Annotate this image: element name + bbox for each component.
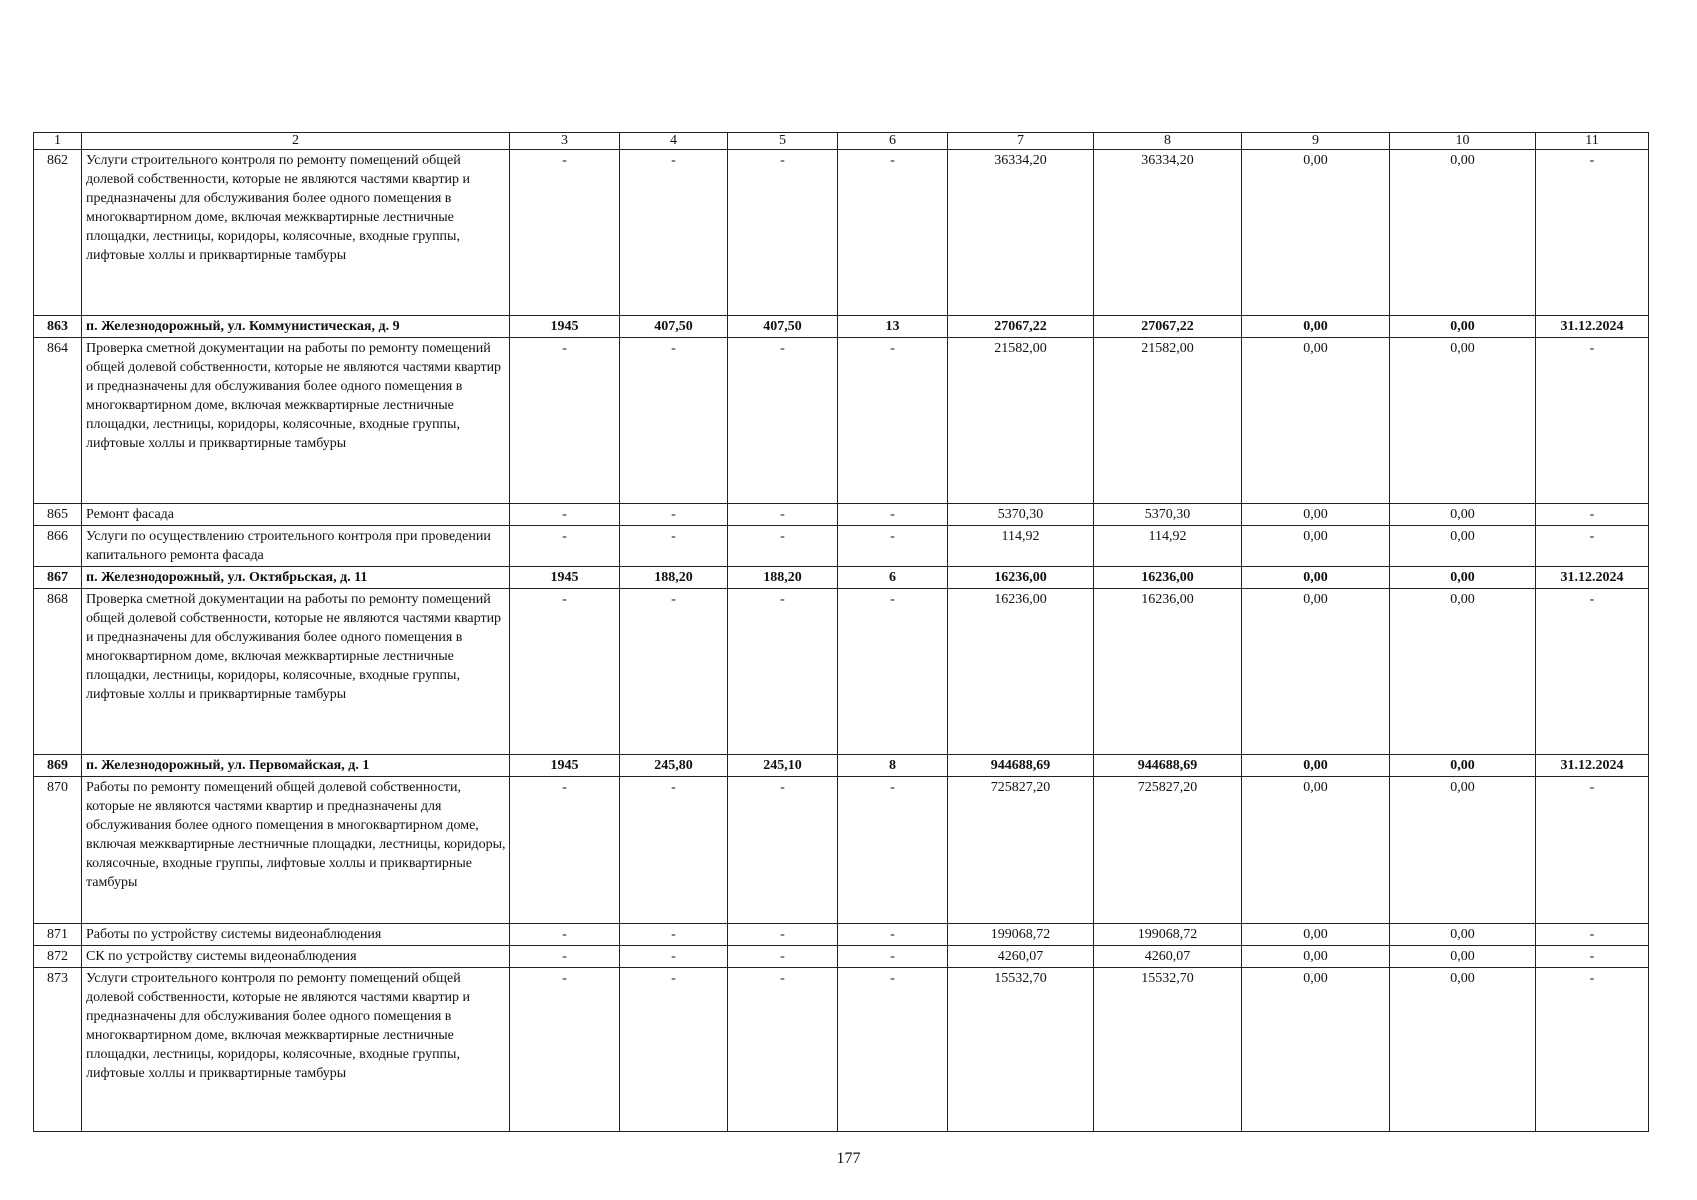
column-header: 7	[948, 133, 1094, 150]
cell-value: 13	[838, 316, 948, 338]
cell-value: -	[620, 589, 728, 755]
cell-value: 16236,00	[948, 589, 1094, 755]
cell-value: 0,00	[1242, 589, 1390, 755]
cell-value: 0,00	[1242, 567, 1390, 589]
row-number: 864	[34, 338, 82, 504]
cell-value: -	[510, 968, 620, 1132]
cell-value: 1945	[510, 316, 620, 338]
cell-value: 0,00	[1242, 150, 1390, 316]
cell-value: -	[1536, 338, 1649, 504]
cell-value: -	[620, 968, 728, 1132]
cell-value: 407,50	[620, 316, 728, 338]
cell-value: 245,80	[620, 755, 728, 777]
cell-value: -	[620, 777, 728, 924]
row-number: 870	[34, 777, 82, 924]
work-description: Услуги строительного контроля по ремонту помещений общей долевой собственности, которые не являются частями квартир и предназначены для обслуживания более одного помещения в многоквартирном доме, включая межквартирные лестничные площадки, лестницы, коридоры, колясочные, входные группы, лифтовые холлы и приквартирные тамбуры	[82, 968, 510, 1132]
cell-value: -	[838, 526, 948, 567]
cell-value: 21582,00	[948, 338, 1094, 504]
work-description: Проверка сметной документации на работы по ремонту помещений общей долевой собственности, которые не являются частями квартир и предназначены для обслуживания более одного помещения в многоквартирном доме, включая межквартирные лестничные площадки, лестницы, коридоры, колясочные, входные группы, лифтовые холлы и приквартирные тамбуры	[82, 589, 510, 755]
cell-value: 199068,72	[948, 924, 1094, 946]
cell-value: 27067,22	[1094, 316, 1242, 338]
table-row	[34, 338, 1649, 504]
row-number: 871	[34, 924, 82, 946]
cell-value: -	[1536, 589, 1649, 755]
cell-value: 15532,70	[948, 968, 1094, 1132]
cell-value: -	[838, 504, 948, 526]
column-header: 1	[34, 133, 82, 150]
row-number: 867	[34, 567, 82, 589]
cell-value: -	[1536, 526, 1649, 567]
cell-value: 8	[838, 755, 948, 777]
column-header: 9	[1242, 133, 1390, 150]
cell-value: 4260,07	[1094, 946, 1242, 968]
cell-value: 0,00	[1390, 755, 1536, 777]
cell-value: 21582,00	[1094, 338, 1242, 504]
cell-value: -	[838, 777, 948, 924]
cell-value: -	[728, 338, 838, 504]
cell-value: 16236,00	[1094, 589, 1242, 755]
address-label: п. Железнодорожный, ул. Коммунистическая, д. 9	[82, 316, 510, 338]
cell-value: 0,00	[1242, 526, 1390, 567]
table-row	[34, 150, 1649, 316]
cell-value: 27067,22	[948, 316, 1094, 338]
cell-value: 0,00	[1242, 755, 1390, 777]
cell-value: 5370,30	[948, 504, 1094, 526]
cell-value: 5370,30	[1094, 504, 1242, 526]
column-header: 3	[510, 133, 620, 150]
cell-value: 0,00	[1390, 150, 1536, 316]
table-row	[34, 589, 1649, 755]
work-description: Услуги по осуществлению строительного контроля при проведении капитального ремонта фасада	[82, 526, 510, 567]
cell-value: -	[838, 150, 948, 316]
cell-value: 944688,69	[948, 755, 1094, 777]
cell-value: -	[510, 589, 620, 755]
cell-value: -	[1536, 968, 1649, 1132]
row-number: 868	[34, 589, 82, 755]
cell-value: 188,20	[728, 567, 838, 589]
cell-value: -	[728, 504, 838, 526]
cell-value: -	[1536, 924, 1649, 946]
address-row	[34, 567, 1649, 589]
cell-value: -	[728, 968, 838, 1132]
cell-value: 114,92	[948, 526, 1094, 567]
cell-value: 0,00	[1242, 338, 1390, 504]
cell-value: 0,00	[1390, 777, 1536, 924]
address-row	[34, 316, 1649, 338]
cell-value: 0,00	[1242, 968, 1390, 1132]
work-description: Работы по устройству системы видеонаблюдения	[82, 924, 510, 946]
address-label: п. Железнодорожный, ул. Октябрьская, д. 11	[82, 567, 510, 589]
cell-value: -	[728, 777, 838, 924]
cell-value: 0,00	[1390, 946, 1536, 968]
cell-value: 0,00	[1390, 968, 1536, 1132]
cell-value: -	[510, 504, 620, 526]
address-row	[34, 755, 1649, 777]
cell-value: 0,00	[1390, 567, 1536, 589]
cell-value: -	[620, 526, 728, 567]
cell-value: 16236,00	[948, 567, 1094, 589]
column-header: 4	[620, 133, 728, 150]
cell-value: 245,10	[728, 755, 838, 777]
cell-value: -	[620, 946, 728, 968]
row-number: 873	[34, 968, 82, 1132]
work-description: СК по устройству системы видеонаблюдения	[82, 946, 510, 968]
table-header-row	[34, 133, 1649, 150]
cell-value: -	[728, 924, 838, 946]
cell-value: 31.12.2024	[1536, 755, 1649, 777]
column-header: 2	[82, 133, 510, 150]
column-header: 8	[1094, 133, 1242, 150]
cell-value: -	[728, 589, 838, 755]
cell-value: -	[620, 150, 728, 316]
cell-value: -	[510, 946, 620, 968]
cell-value: -	[510, 777, 620, 924]
cell-value: 6	[838, 567, 948, 589]
cell-value: 0,00	[1390, 338, 1536, 504]
column-header: 6	[838, 133, 948, 150]
cell-value: 0,00	[1390, 316, 1536, 338]
cell-value: 0,00	[1390, 526, 1536, 567]
page-number: 177	[836, 1150, 861, 1167]
cell-value: -	[510, 924, 620, 946]
cell-value: 1945	[510, 755, 620, 777]
cell-value: 199068,72	[1094, 924, 1242, 946]
cell-value: -	[510, 150, 620, 316]
cell-value: 944688,69	[1094, 755, 1242, 777]
row-number: 866	[34, 526, 82, 567]
address-label: п. Железнодорожный, ул. Первомайская, д. 1	[82, 755, 510, 777]
work-description: Услуги строительного контроля по ремонту помещений общей долевой собственности, которые не являются частями квартир и предназначены для обслуживания более одного помещения в многоквартирном доме, включая межквартирные лестничные площадки, лестницы, коридоры, колясочные, входные группы, лифтовые холлы и приквартирные тамбуры	[82, 150, 510, 316]
cell-value: -	[838, 589, 948, 755]
cell-value: -	[728, 946, 838, 968]
cell-value: 0,00	[1242, 946, 1390, 968]
column-header: 5	[728, 133, 838, 150]
cell-value: 31.12.2024	[1536, 316, 1649, 338]
cell-value: -	[838, 924, 948, 946]
cell-value: 0,00	[1242, 504, 1390, 526]
table-row	[34, 946, 1649, 968]
cell-value: 31.12.2024	[1536, 567, 1649, 589]
column-header: 11	[1536, 133, 1649, 150]
cell-value: 407,50	[728, 316, 838, 338]
cell-value: -	[1536, 150, 1649, 316]
cell-value: -	[510, 526, 620, 567]
cell-value: -	[1536, 777, 1649, 924]
cell-value: 1945	[510, 567, 620, 589]
work-description: Ремонт фасада	[82, 504, 510, 526]
column-header: 10	[1390, 133, 1536, 150]
cell-value: -	[838, 338, 948, 504]
table-row	[34, 504, 1649, 526]
work-description: Проверка сметной документации на работы по ремонту помещений общей долевой собственности, которые не являются частями квартир и предназначены для обслуживания более одного помещения в многоквартирном доме, включая межквартирные лестничные площадки, лестницы, коридоры, колясочные, входные группы, лифтовые холлы и приквартирные тамбуры	[82, 338, 510, 504]
table-row	[34, 526, 1649, 567]
cell-value: 0,00	[1390, 589, 1536, 755]
cell-value: 188,20	[620, 567, 728, 589]
cell-value: -	[728, 526, 838, 567]
cell-value: 0,00	[1242, 924, 1390, 946]
table-row	[34, 777, 1649, 924]
cell-value: -	[728, 150, 838, 316]
cell-value: -	[620, 924, 728, 946]
cell-value: -	[620, 338, 728, 504]
cell-value: 4260,07	[948, 946, 1094, 968]
cell-value: 15532,70	[1094, 968, 1242, 1132]
row-number: 862	[34, 150, 82, 316]
cell-value: 725827,20	[1094, 777, 1242, 924]
cell-value: -	[510, 338, 620, 504]
cell-value: 114,92	[1094, 526, 1242, 567]
cell-value: 36334,20	[948, 150, 1094, 316]
cell-value: 0,00	[1242, 777, 1390, 924]
cell-value: 0,00	[1390, 504, 1536, 526]
row-number: 872	[34, 946, 82, 968]
row-number: 863	[34, 316, 82, 338]
work-description: Работы по ремонту помещений общей долевой собственности, которые не являются частями квартир и предназначены для обслуживания более одного помещения в многоквартирном доме, включая межквартирные лестничные площадки, лестницы, коридоры, колясочные, входные группы, лифтовые холлы и приквартирные тамбуры	[82, 777, 510, 924]
cell-value: 16236,00	[1094, 567, 1242, 589]
table-row	[34, 924, 1649, 946]
cell-value: -	[1536, 504, 1649, 526]
cell-value: -	[838, 968, 948, 1132]
document-table	[33, 132, 1649, 1132]
cell-value: 0,00	[1390, 924, 1536, 946]
cell-value: 36334,20	[1094, 150, 1242, 316]
cell-value: 725827,20	[948, 777, 1094, 924]
cell-value: -	[838, 946, 948, 968]
cell-value: -	[620, 504, 728, 526]
row-number: 865	[34, 504, 82, 526]
row-number: 869	[34, 755, 82, 777]
cell-value: -	[1536, 946, 1649, 968]
table-row	[34, 968, 1649, 1132]
cell-value: 0,00	[1242, 316, 1390, 338]
